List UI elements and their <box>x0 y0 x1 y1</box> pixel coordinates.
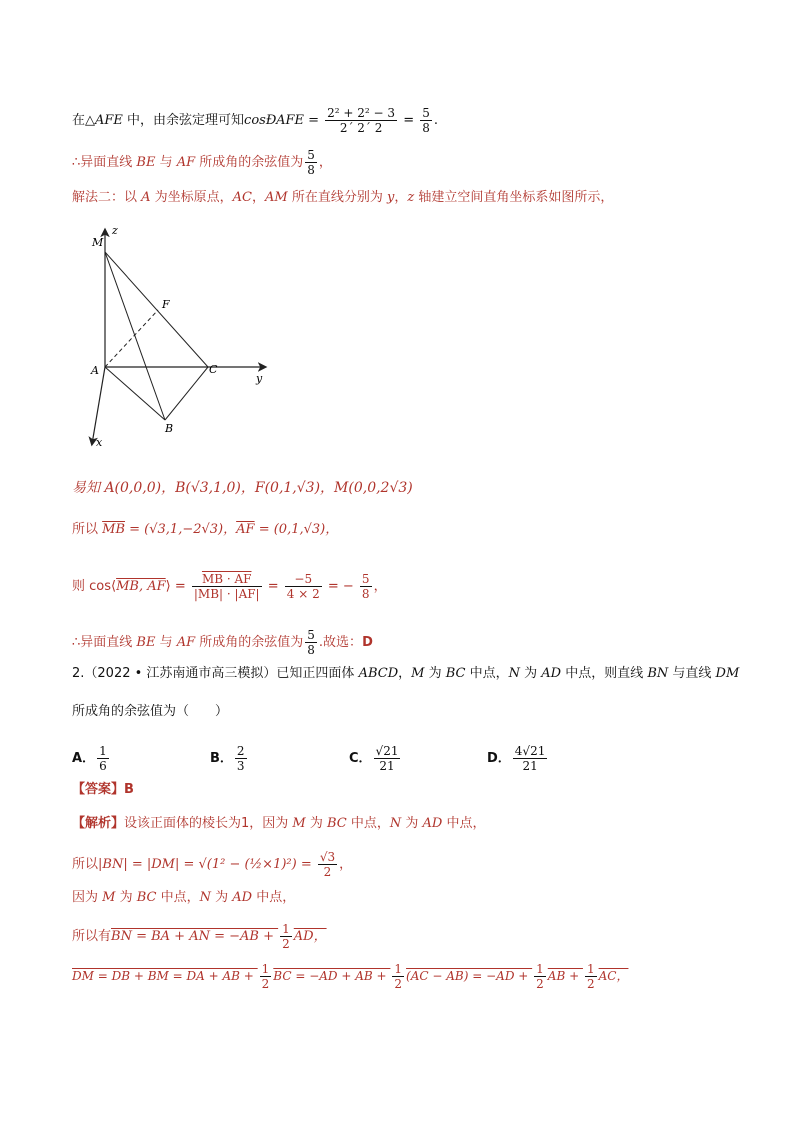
point-name: M <box>292 816 306 831</box>
line-conclusion-1 <box>72 148 332 177</box>
label-C: C <box>209 363 218 376</box>
text: 与 <box>155 635 177 650</box>
edge-MB <box>105 252 165 420</box>
fraction <box>280 922 292 951</box>
line-name: BC <box>136 890 157 905</box>
answer-line <box>72 780 134 800</box>
numerator: √21 <box>375 744 399 758</box>
fraction <box>513 744 548 773</box>
text: 为 <box>519 666 542 681</box>
expression: AC， <box>598 969 629 983</box>
fraction <box>374 744 401 773</box>
fraction <box>318 850 337 879</box>
text: 为坐标原点， <box>150 190 233 205</box>
fraction <box>235 744 247 773</box>
line-name: AC <box>232 190 253 205</box>
vector-AF: $\overline{AF}$ <box>236 522 255 537</box>
line-name: DM <box>715 666 740 681</box>
denominator: 6 <box>99 759 107 773</box>
analysis-line-2 <box>72 850 352 879</box>
fraction <box>305 148 317 177</box>
edge-AF-dashed <box>105 310 158 367</box>
line-name: BN <box>647 666 669 681</box>
equals: = − <box>323 579 358 594</box>
expression: AD， <box>293 929 327 944</box>
label-B: B <box>165 422 174 435</box>
cos-expression: cosÐAFE = <box>244 113 320 128</box>
answer-value: B <box>124 782 134 797</box>
label-M: M <box>92 236 104 249</box>
denominator: 2´ 2´ 2 <box>339 121 383 135</box>
label-F: F <box>162 298 170 311</box>
text: 中点， <box>156 890 200 905</box>
text: 与直线 <box>668 666 716 681</box>
numerator: 5 <box>307 148 315 162</box>
denominator: 8 <box>307 643 315 657</box>
text: 中点，则直线 <box>561 666 648 681</box>
text: 2.（2022 • 江苏南通市高三模拟）已知正四面体 <box>72 666 359 681</box>
text: 所在直线分别为 <box>287 190 387 205</box>
option-label: D． <box>487 751 511 766</box>
text: 所以 <box>72 857 99 872</box>
option-b[interactable] <box>210 744 249 773</box>
numerator: MB · AF <box>192 572 262 587</box>
numerator: 1 <box>394 962 403 976</box>
point-name: N <box>508 666 520 681</box>
equals: = <box>399 113 419 128</box>
option-label: A． <box>72 751 96 766</box>
expression: BC = −AD + AB + <box>273 969 391 983</box>
option-d[interactable] <box>487 744 549 773</box>
vector-value: = (0,1,√3)， <box>254 522 339 537</box>
text: ∴异面直线 <box>72 155 137 170</box>
text: 为 <box>305 816 327 831</box>
numerator: 1 <box>282 922 290 936</box>
fraction <box>97 744 109 773</box>
numerator: 5 <box>307 628 315 642</box>
expression: BN = BA + AN = −AB + <box>111 929 279 944</box>
line-law-of-cosines <box>72 106 438 135</box>
line-name: BE <box>136 155 156 170</box>
question-2-stem <box>72 664 739 684</box>
label-A: A <box>91 364 99 377</box>
numerator: 1 <box>99 744 107 758</box>
denominator: 21 <box>522 759 538 773</box>
edge-BC <box>165 367 208 420</box>
text: 为 <box>401 816 423 831</box>
fraction <box>305 628 317 657</box>
text: 则 cos⟨ <box>72 579 117 594</box>
numerator: 4√21 <box>514 744 546 758</box>
text: ， <box>318 155 332 170</box>
text: . <box>433 113 439 128</box>
option-a[interactable] <box>72 744 111 773</box>
expression: DM = DB + BM = DA + AB + <box>72 969 258 983</box>
text: 中点， <box>346 816 390 831</box>
text: 为 <box>424 666 446 681</box>
triangle-name: AFE <box>95 113 123 128</box>
text: ， <box>394 190 408 205</box>
question-2-stem-line2: 所成角的余弦值为（ ） <box>72 704 229 719</box>
numerator: 1 <box>261 962 270 976</box>
line-name: AD <box>422 816 443 831</box>
point-name: N <box>199 890 211 905</box>
denominator: 8 <box>422 121 430 135</box>
analysis-line-5 <box>72 962 628 991</box>
line-name: BC <box>445 666 466 681</box>
solid-name: ABCD <box>358 666 399 681</box>
numerator: √3 <box>319 850 336 864</box>
text: 轴建立空间直角坐标系如图所示， <box>414 190 614 205</box>
line-name: BC <box>327 816 347 831</box>
text: 因为 <box>72 890 103 905</box>
denominator: 2 <box>323 865 332 879</box>
text: 设该正面体的棱长为1，因为 <box>124 816 293 831</box>
line-name: AF <box>176 635 196 650</box>
text: 中点， <box>442 816 486 831</box>
tetrahedron-figure <box>80 222 280 452</box>
fraction <box>585 962 597 991</box>
text: 为 <box>210 890 233 905</box>
x-axis <box>92 367 105 444</box>
denominator: 2 <box>586 977 595 991</box>
text: 在△ <box>72 113 95 128</box>
denominator: 4 × 2 <box>286 587 320 601</box>
denominator: 2 <box>394 977 403 991</box>
option-label: C． <box>349 751 372 766</box>
denominator: 8 <box>361 587 370 601</box>
numerator: 1 <box>536 962 544 976</box>
text: 所成角的余弦值为 <box>195 155 304 170</box>
numerator: 1 <box>586 962 595 976</box>
line-vectors <box>72 520 338 540</box>
line-name: AF <box>176 155 196 170</box>
text: 中，由余弦定理可知 <box>122 113 245 128</box>
fraction <box>420 106 432 135</box>
line-coordinates: 易知 A(0,0,0)，B(√3,1,0)，F(0,1,√3)，M(0,0,2√3) <box>72 480 413 496</box>
text: 所以有 <box>72 929 112 944</box>
text: 为 <box>115 890 137 905</box>
label-z: z <box>112 224 118 237</box>
point-name: N <box>389 816 402 831</box>
denominator: 2 <box>282 937 290 951</box>
line-cos-angle <box>72 572 387 601</box>
text: 中点， <box>252 890 296 905</box>
numerator: 2 <box>236 744 245 758</box>
point-name: M <box>102 890 116 905</box>
denominator: 2 <box>536 977 544 991</box>
line-name: AM <box>265 190 288 205</box>
line-conclusion-2 <box>72 628 373 657</box>
fraction <box>360 572 372 601</box>
text: ， <box>373 579 387 594</box>
line-name: AD <box>232 890 253 905</box>
text: ， <box>398 666 412 681</box>
point-name: A <box>141 190 151 205</box>
option-label: B． <box>210 751 233 766</box>
analysis-line-4 <box>72 922 327 951</box>
text: ， <box>252 190 266 205</box>
vectors: MB, AF <box>116 579 166 594</box>
numerator: 5 <box>422 106 430 120</box>
analysis-line-3 <box>72 888 295 908</box>
point-name: M <box>411 666 425 681</box>
text: .故选： <box>318 635 363 650</box>
numerator: −5 <box>285 572 322 587</box>
equals: = <box>263 579 283 594</box>
line-name: AD <box>541 666 562 681</box>
line-method-two <box>72 188 613 208</box>
expression: |BN| = |DM| = √(1² − (½×1)²) = <box>98 857 316 872</box>
fraction <box>285 572 322 601</box>
option-c[interactable] <box>349 744 402 773</box>
text: 所成角的余弦值为 <box>195 635 304 650</box>
vector-MB: $\overline{MB}$ <box>102 522 126 537</box>
expression: (AC − AB) = −AD + <box>406 969 533 983</box>
answer: D <box>362 635 373 650</box>
numerator: 5 <box>361 572 370 586</box>
text: 所以 <box>72 522 103 537</box>
fraction <box>192 572 262 601</box>
line-name: BE <box>136 635 156 650</box>
text: 中点， <box>465 666 509 681</box>
text: ⟩ = <box>165 579 186 594</box>
vector-value: = (√3,1,−2√3)， <box>125 522 237 537</box>
text: ， <box>339 857 353 872</box>
analysis-line-1 <box>72 814 485 834</box>
expression: AB + <box>547 969 583 983</box>
fraction <box>325 106 397 135</box>
denominator: 8 <box>307 163 315 177</box>
text: ∴异面直线 <box>72 635 137 650</box>
label-y: y <box>256 372 263 385</box>
denominator: 2 <box>261 977 270 991</box>
denominator: |MB| · |AF| <box>193 587 260 601</box>
axis-name: y <box>387 190 395 205</box>
denominator: 21 <box>379 759 395 773</box>
text: 解法二：以 <box>72 190 142 205</box>
text: 与 <box>155 155 177 170</box>
denominator: 3 <box>236 759 245 773</box>
fraction <box>534 962 546 991</box>
answer-label: 【答案】 <box>72 782 125 797</box>
numerator: 2² + 2² − 3 <box>327 106 396 120</box>
fraction <box>392 962 404 991</box>
fraction <box>260 962 272 991</box>
axis-name: z <box>407 190 415 205</box>
analysis-label: 【解析】 <box>72 816 125 831</box>
label-x: x <box>96 436 103 449</box>
